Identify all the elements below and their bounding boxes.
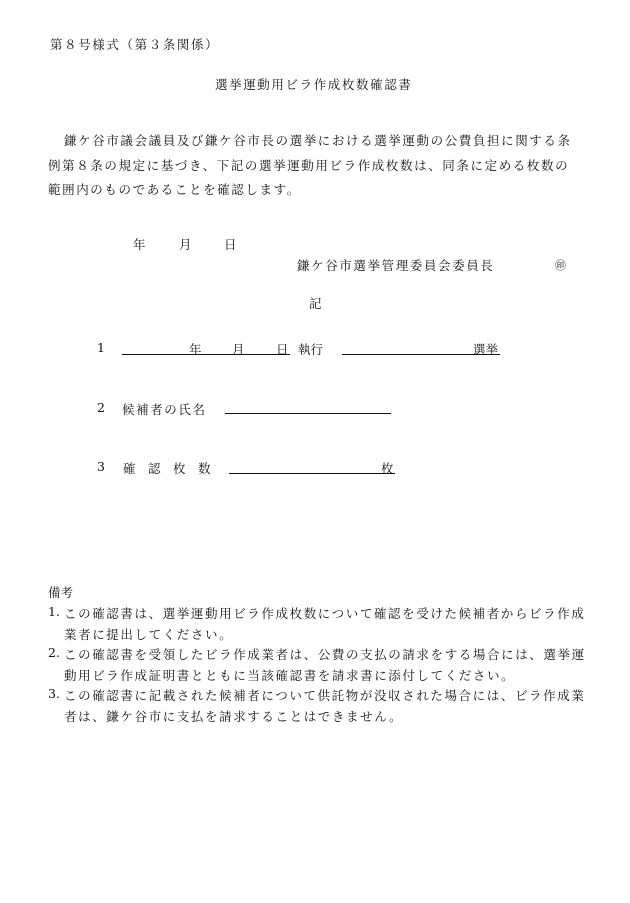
date-month-label: 月 — [179, 237, 192, 252]
note-2-number: 2. — [48, 645, 60, 660]
note-2-line-2: 動用ビラ作成証明書とともに当該確認書を請求書に添付してください。 — [64, 668, 516, 683]
item-2-candidate-label: 候補者の氏名 — [122, 402, 207, 417]
document-title: 選挙運動用ビラ作成枚数確認書 — [215, 77, 413, 92]
notes-heading: 備考 — [48, 585, 74, 600]
note-2-line-1: この確認書を受領したビラ作成業者は、公費の支払の請求をする場合には、選挙運 — [64, 647, 586, 662]
note-3-line-2: 者は、鎌ケ谷市に支払を請求することはできません。 — [64, 709, 404, 724]
item-3-number: 3 — [97, 459, 105, 474]
seal-mark: ㊞ — [555, 259, 566, 272]
date-year-label: 年 — [133, 237, 146, 252]
item-2-number: 2 — [97, 400, 105, 415]
item-3-count-underline[interactable] — [229, 473, 395, 474]
body-line-3: 範囲内のものであることを確認します。 — [48, 182, 301, 197]
item-1-day-label: 日 — [276, 342, 289, 357]
body-line-1: 鎌ケ谷市議会議員及び鎌ケ谷市長の選挙における選挙運動の公費負担に関する条 — [64, 133, 572, 148]
note-3-line-1: この確認書に記載された候補者について供託物が没収された場合には、ビラ作成業 — [64, 688, 586, 703]
item-1-election-label: 選挙 — [473, 342, 499, 357]
note-3-number: 3. — [48, 686, 60, 701]
item-1-executed-label: 執行 — [298, 342, 324, 357]
item-2-candidate-underline[interactable] — [225, 413, 391, 414]
item-1-number: 1 — [97, 340, 105, 355]
note-1-number: 1. — [48, 604, 60, 619]
item-3-count-label: 確 認 枚 数 — [123, 461, 211, 476]
note-1-line-1: この確認書は、選挙運動用ビラ作成枚数について確認を受けた候補者からビラ作成 — [64, 606, 586, 621]
ki-heading: 記 — [309, 296, 322, 311]
item-3-unit-label: 枚 — [381, 461, 394, 476]
note-1-line-2: 業者に提出してください。 — [64, 627, 234, 642]
issuer-title: 鎌ケ谷市選挙管理委員会委員長 — [297, 258, 495, 273]
item-1-year-label: 年 — [189, 342, 202, 357]
date-day-label: 日 — [224, 237, 237, 252]
body-line-2: 例第８条の規定に基づき、下記の選挙運動用ビラ作成枚数は、同条に定める枚数の — [48, 158, 570, 173]
item-1-month-label: 月 — [232, 342, 245, 357]
form-number-label: 第８号様式（第３条関係） — [50, 37, 220, 52]
item-1-date-underline[interactable] — [122, 354, 290, 355]
